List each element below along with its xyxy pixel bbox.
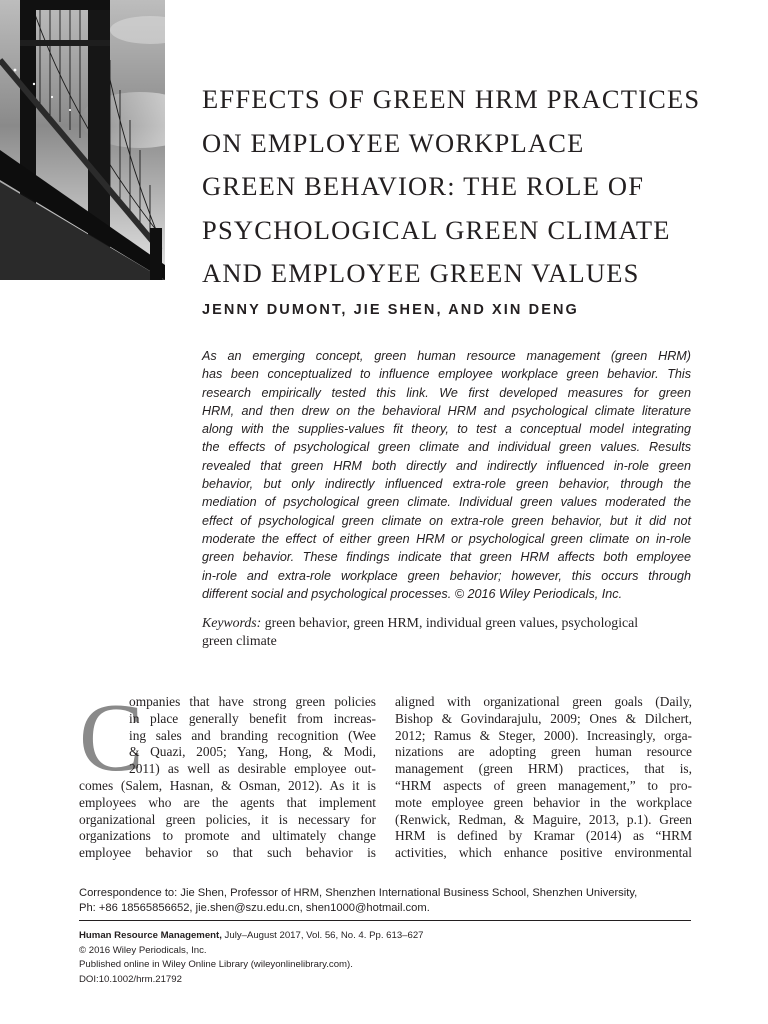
title-line: AND EMPLOYEE GREEN VALUES (202, 258, 640, 288)
author-list: JENNY DUMONT, JIE SHEN, AND XIN DENG (202, 302, 579, 318)
title-line: PSYCHOLOGICAL GREEN CLIMATE (202, 214, 671, 245)
body-line: mote employee green behavior in the workplace (395, 794, 692, 810)
abstract-line: along with the supplies-values fit theory, to test a conceptual model integrating (202, 422, 691, 437)
abstract-line: HRM, and then drew on the behavioral HRM and psychological climate literature (202, 403, 691, 418)
body-line: & Quazi, 2005; Yang, Hong, & Modi, (129, 744, 376, 760)
abstract-line: green behavior. These findings indicate that green HRM affects both employee (202, 550, 691, 565)
body-line: activities, which enhance positive environmental (395, 845, 692, 861)
copyright-line: © 2016 Wiley Periodicals, Inc. (79, 944, 207, 956)
abstract-line: has been conceptualized to influence employee workplace green behavior. This (202, 367, 691, 382)
abstract-line: effect of psychological green climate on extra-role green behavior, but it did not (202, 513, 691, 528)
abstract-line: revealed that green HRM both directly and indirectly influenced in-role green (202, 458, 691, 473)
body-line: aligned with organizational green goals (Daily, (395, 694, 692, 709)
drop-cap: C (79, 684, 144, 791)
title-line: GREEN BEHAVIOR: THE ROLE OF (202, 171, 645, 201)
correspondence-line: Correspondence to: Jie Shen, Professor of HRM, Shenzhen International Business School, Shenzhen University, (79, 887, 638, 899)
journal-issue: July–August 2017, Vol. 56, No. 4. Pp. 613–627 (221, 930, 424, 941)
body-line: “HRM aspects of green management,” to pro- (395, 777, 692, 793)
abstract-line: in-role and extra-role workplace green behavior; however, this occurs through (202, 568, 691, 583)
body-line: nizations are adopting green human resource (395, 744, 692, 760)
body-line: organizations to promote and ultimately change (79, 828, 376, 844)
body-line: employee behavior so that such behavior is (79, 845, 376, 861)
body-line: management (green HRM) practices, that is, (395, 761, 692, 777)
body-line: ompanies that have strong green policies (129, 694, 376, 709)
keywords-line: green climate (202, 633, 277, 648)
body-line: comes (Salem, Hasnan, & Osman, 2012). As it is (79, 777, 376, 793)
keywords (202, 614, 702, 650)
publication-footer (79, 929, 424, 987)
abstract-line: behavior, but only indirectly influenced extra-role green behavior, through the (202, 477, 691, 492)
doi-line: DOI:10.1002/hrm.21792 (79, 973, 182, 985)
keywords-line (202, 614, 702, 632)
cover-photo-bridge (0, 0, 165, 280)
title-line: EFFECTS OF GREEN HRM PRACTICES (202, 84, 701, 114)
body-line: employees who are the agents that implement (79, 794, 376, 810)
body-column-left (79, 684, 376, 862)
abstract-line: the effects of psychological green climate and individual green values. Results (202, 440, 691, 455)
journal-name: Human Resource Management, (79, 930, 222, 941)
body-line: ing sales and branding recognition (Wee (129, 727, 376, 743)
article-title (202, 78, 742, 296)
body-line: 2011) as well as desirable employee out- (129, 761, 376, 777)
journal-citation (79, 929, 424, 944)
body-column-right (395, 694, 692, 862)
abstract-line: mediation of psychological green climate. Individual green values moderated the (202, 495, 691, 510)
keywords-text: green behavior, green HRM, individual green values, psychological (261, 615, 639, 630)
footer-divider (79, 920, 691, 921)
abstract (202, 347, 691, 603)
abstract-line: As an emerging concept, green human resource management (green HRM) (202, 349, 691, 363)
keywords-label: Keywords: (202, 615, 262, 630)
body-line: HRM is defined by Kramar (2014) as “HRM (395, 828, 692, 844)
abstract-line: moderate the effect of either green HRM or psychological green climate on in-role (202, 531, 691, 546)
body-line: in place generally benefit from increas- (129, 710, 376, 726)
abstract-line: research empirically tested this link. We first developed measures for green (202, 385, 691, 400)
published-online-line: Published online in Wiley Online Library (wileyonlinelibrary.com). (79, 959, 353, 970)
title-line: ON EMPLOYEE WORKPLACE (202, 127, 585, 158)
body-line: 2012; Ramus & Steger, 2000). Increasingly, orga- (395, 727, 692, 743)
correspondence-line: Ph: +86 18565856652, jie.shen@szu.edu.cn, shen1000@hotmail.com. (79, 902, 430, 915)
body-line: Bishop & Govindarajulu, 2009; Ones & Dilchert, (395, 710, 692, 726)
body-line: (Renwick, Redman, & Maguire, 2013, p.1). Green (395, 811, 692, 827)
correspondence-note (79, 886, 699, 916)
body-line: organizational green policies, it is necessary for (79, 811, 376, 827)
abstract-line: different social and psychological processes. © 2016 Wiley Periodicals, Inc. (202, 586, 623, 601)
